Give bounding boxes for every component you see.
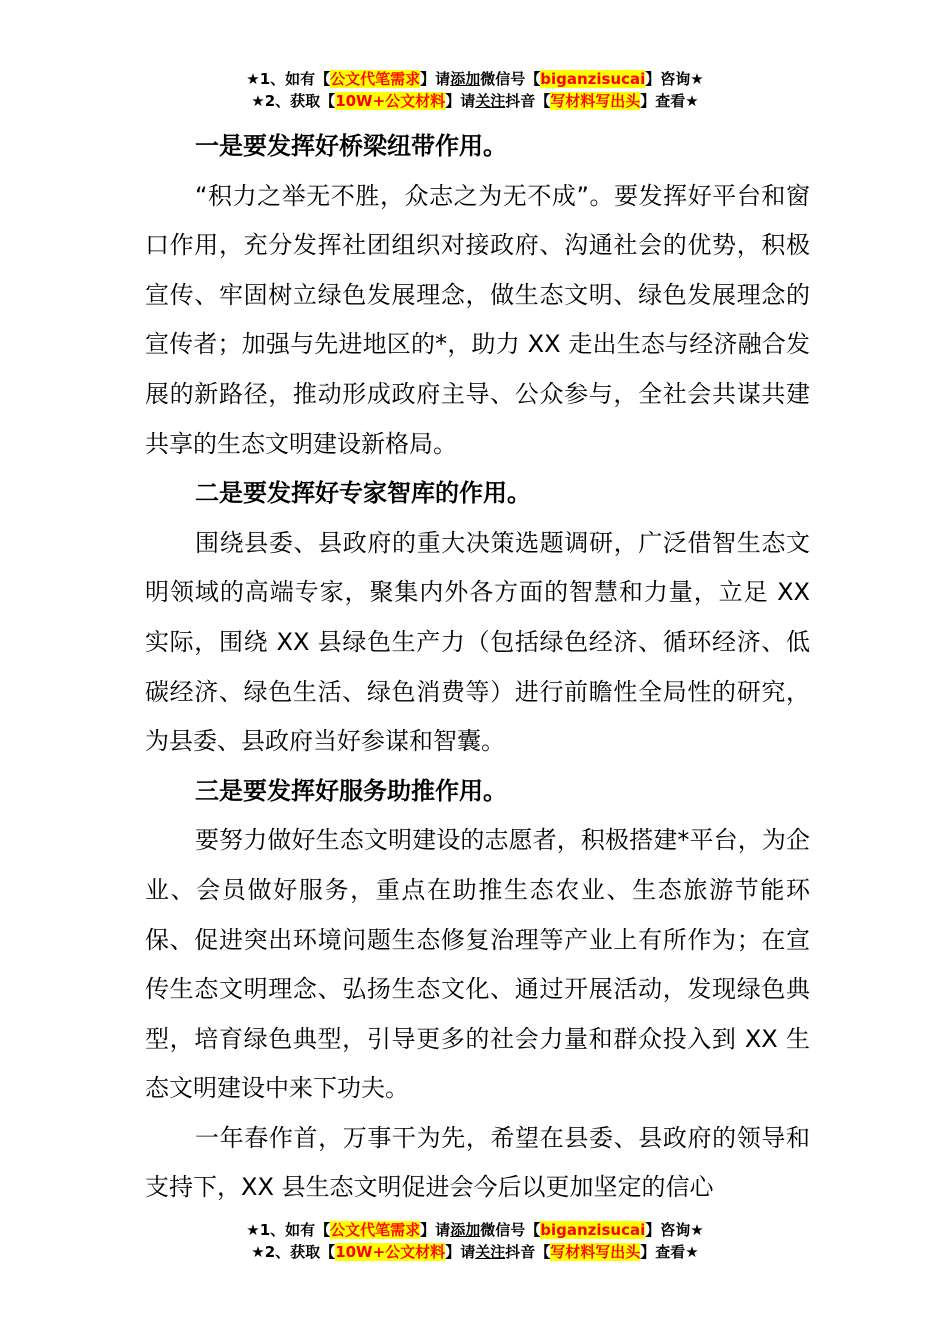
banner-text: 微信号【: [480, 1221, 541, 1239]
header-banner: [0, 68, 950, 112]
banner-highlight: 10W+公文材料: [335, 92, 446, 110]
banner-underline: 添加: [450, 70, 481, 88]
banner-highlight: 10W+公文材料: [335, 1243, 446, 1261]
banner-text: 】查看★: [640, 92, 699, 110]
banner-text: 】查看★: [640, 1243, 699, 1261]
document-body: [145, 122, 810, 1213]
banner-text: 】请: [445, 1243, 476, 1261]
banner-highlight: 写材料写出头: [550, 1243, 641, 1261]
banner-line-1: [0, 1219, 950, 1241]
banner-text: 微信号【: [480, 70, 541, 88]
banner-line-2: [0, 90, 950, 112]
banner-highlight: 公文代笔需求: [330, 1221, 421, 1239]
banner-underline: 关注: [475, 1243, 506, 1261]
banner-underline: 添加: [450, 1221, 481, 1239]
banner-text: 抖音【: [505, 1243, 551, 1261]
banner-text: 】咨询★: [645, 70, 704, 88]
body-paragraph-4: 一年春作首，万事干为先，希望在县委、县政府的领导和支持下，XX 县生态文明促进会今后以更加坚定的信心: [145, 1123, 810, 1202]
body-paragraph-1: “积力之举无不胜，众志之为无不成”。要发挥好平台和窗口作用，充分发挥社团组织对接政府、沟通社会的优势，积极宣传、牢固树立绿色发展理念，做生态文明、绿色发展理念的宣传者；加强与先进地区的*，助力 XX 走出生态与经济融合发展的新路径，推动形成政府主导、公众参与，全社会共谋共建共享的生态文明建设新格局。: [145, 181, 810, 458]
banner-text: 抖音【: [505, 92, 551, 110]
banner-text: 】请: [420, 70, 451, 88]
banner-highlight: 公文代笔需求: [330, 70, 421, 88]
banner-line-2: [0, 1241, 950, 1263]
section-heading-2: 二是要发挥好专家智库的作用。: [195, 479, 531, 508]
banner-line-1: [0, 68, 950, 90]
body-paragraph-2: 围绕县委、县政府的重大决策选题调研，广泛借智生态文明领域的高端专家，聚集内外各方面的智慧和力量，立足 XX 实际，围绕 XX 县绿色生产力（包括绿色经济、循环经济、低碳经济、绿色生活、绿色消费等）进行前瞻性全局性的研究，为县委、县政府当好参谋和智囊。: [145, 528, 810, 756]
banner-text: ★2、获取【: [251, 92, 336, 110]
section-heading-3: 三是要发挥好服务助推作用。: [195, 776, 507, 805]
banner-highlight: biganzisucai: [540, 70, 646, 88]
banner-text: 】请: [420, 1221, 451, 1239]
banner-text: ★2、获取【: [251, 1243, 336, 1261]
banner-underline: 关注: [475, 92, 506, 110]
footer-banner: [0, 1219, 950, 1263]
banner-text: ★1、如有【: [246, 1221, 331, 1239]
banner-highlight: 写材料写出头: [550, 92, 641, 110]
banner-highlight: biganzisucai: [540, 1221, 646, 1239]
banner-text: ★1、如有【: [246, 70, 331, 88]
body-paragraph-3: 要努力做好生态文明建设的志愿者，积极搭建*平台，为企业、会员做好服务，重点在助推生态农业、生态旅游节能环保、促进突出环境问题生态修复治理等产业上有所作为；在宣传生态文明理念、弘扬生态文化、通过开展活动，发现绿色典型，培育绿色典型，引导更多的社会力量和群众投入到 XX 生态文明建设中来下功夫。: [145, 826, 810, 1103]
banner-text: 】咨询★: [645, 1221, 704, 1239]
section-heading-1: 一是要发挥好桥梁纽带作用。: [195, 132, 507, 160]
banner-text: 】请: [445, 92, 476, 110]
